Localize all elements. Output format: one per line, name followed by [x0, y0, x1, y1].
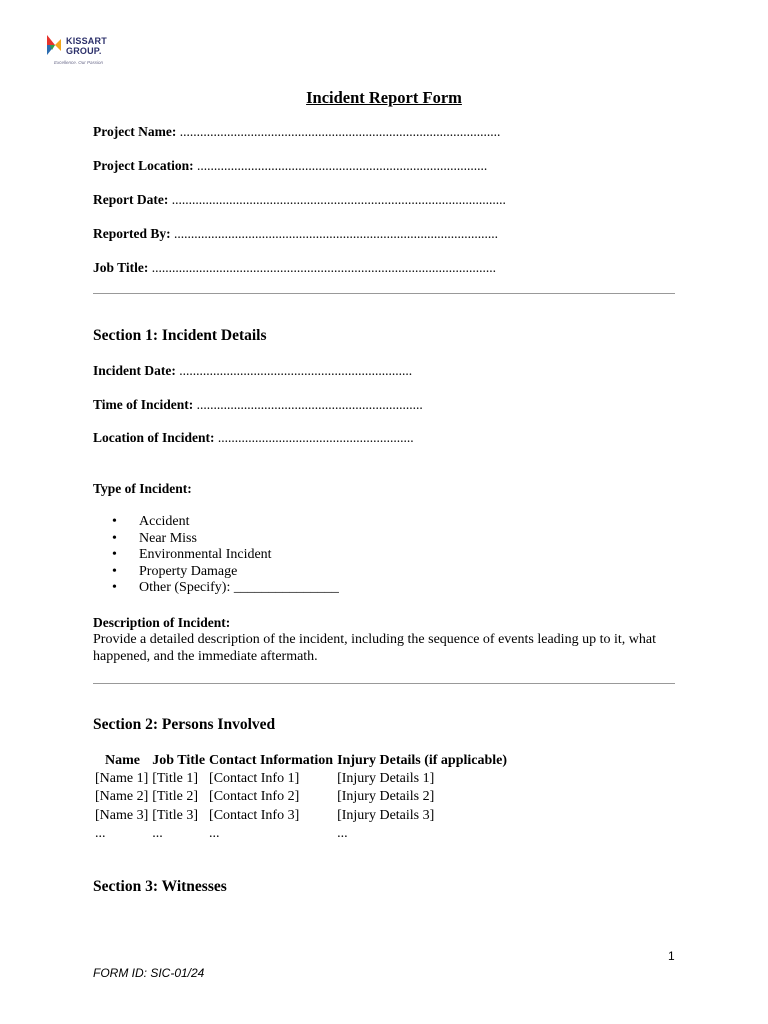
field-label: Project Name: — [93, 124, 177, 139]
logo-tagline: Excellence. Our Passion — [54, 60, 104, 65]
field-time-of-incident — [93, 397, 423, 413]
field-dots[interactable]: ................................................................................................... — [171, 192, 506, 207]
table-cell: ... — [209, 825, 220, 841]
table-cell: [Injury Details 2] — [337, 789, 435, 805]
field-dots[interactable]: ...................................................................................... — [196, 158, 488, 173]
list-item[interactable]: • Environmental Incident — [112, 547, 339, 564]
field-label: Reported By: — [93, 226, 171, 241]
column-header: Injury Details (if applicable) — [337, 752, 508, 768]
field-report-date — [93, 192, 506, 208]
incident-type-list — [112, 514, 339, 597]
field-dots[interactable]: ..................................................................... — [179, 363, 413, 378]
table-cell: [Contact Info 2] — [209, 789, 300, 805]
list-item[interactable]: • Accident — [112, 514, 339, 531]
column-header: Name — [105, 752, 140, 768]
field-label: Report Date: — [93, 192, 169, 207]
field-reported-by — [93, 226, 498, 242]
page-number: 1 — [668, 949, 675, 963]
table-header-row — [93, 752, 509, 771]
field-label: Time of Incident: — [93, 397, 194, 412]
company-logo — [46, 26, 132, 72]
column-header: Contact Information — [209, 752, 334, 768]
field-job-title — [93, 260, 496, 276]
table-cell: [Name 3] — [95, 807, 149, 823]
table-cell: [Title 3] — [152, 807, 199, 823]
table-cell: [Name 1] — [95, 771, 149, 786]
logo-text: KISSART GROUP. — [66, 36, 107, 56]
form-id: FORM ID: SIC-01/24 — [93, 966, 205, 980]
table-cell: [Title 1] — [152, 771, 199, 786]
table-row — [93, 808, 509, 826]
table-cell: ... — [95, 825, 106, 841]
table-row — [93, 789, 509, 807]
field-location-of-incident — [93, 430, 414, 446]
list-item[interactable]: • Near Miss — [112, 531, 339, 548]
section1-heading: Section 1: Incident Details — [93, 327, 267, 344]
table-cell: ... — [337, 825, 348, 841]
field-dots[interactable]: ............................................................................................... — [179, 124, 501, 139]
table-row — [93, 771, 509, 789]
form-title: Incident Report Form — [306, 88, 462, 107]
field-dots[interactable]: .......................................................... — [217, 430, 414, 445]
divider — [93, 683, 675, 684]
table-row — [93, 826, 509, 844]
column-header: Job Title — [152, 752, 206, 768]
table-cell: [Contact Info 1] — [209, 771, 300, 786]
description-label: Description of Incident: — [93, 615, 231, 630]
section2-heading: Section 2: Persons Involved — [93, 716, 276, 733]
field-label: Project Location: — [93, 158, 194, 173]
list-item[interactable]: • Property Damage — [112, 564, 339, 581]
table-cell: [Injury Details 3] — [337, 807, 435, 823]
field-dots[interactable]: ...................................................................................................... — [151, 260, 497, 275]
field-label: Job Title: — [93, 260, 149, 275]
table-cell: [Title 2] — [152, 789, 199, 805]
divider — [93, 293, 675, 294]
logo-mark-icon — [46, 35, 62, 55]
field-dots[interactable]: ................................................................... — [196, 397, 423, 412]
field-label: Incident Date: — [93, 363, 176, 378]
field-project-location — [93, 158, 487, 174]
field-project-name — [93, 124, 500, 140]
table-cell: ... — [152, 825, 163, 841]
type-of-incident-label: Type of Incident: — [93, 481, 192, 496]
table-cell: [Injury Details 1] — [337, 771, 435, 786]
description-text: Provide a detailed description of the incident, including the sequence of events leading up to it, what happened, and the immediate aftermath. — [93, 632, 656, 664]
table-cell: [Name 2] — [95, 789, 149, 805]
field-label: Location of Incident: — [93, 430, 215, 445]
persons-involved-table — [93, 752, 509, 844]
list-item[interactable]: • Other (Specify): _______________ — [112, 580, 339, 597]
section3-heading: Section 3: Witnesses — [93, 878, 227, 895]
table-cell: [Contact Info 3] — [209, 807, 300, 823]
field-dots[interactable]: ................................................................................................ — [174, 226, 498, 241]
field-incident-date — [93, 363, 412, 379]
